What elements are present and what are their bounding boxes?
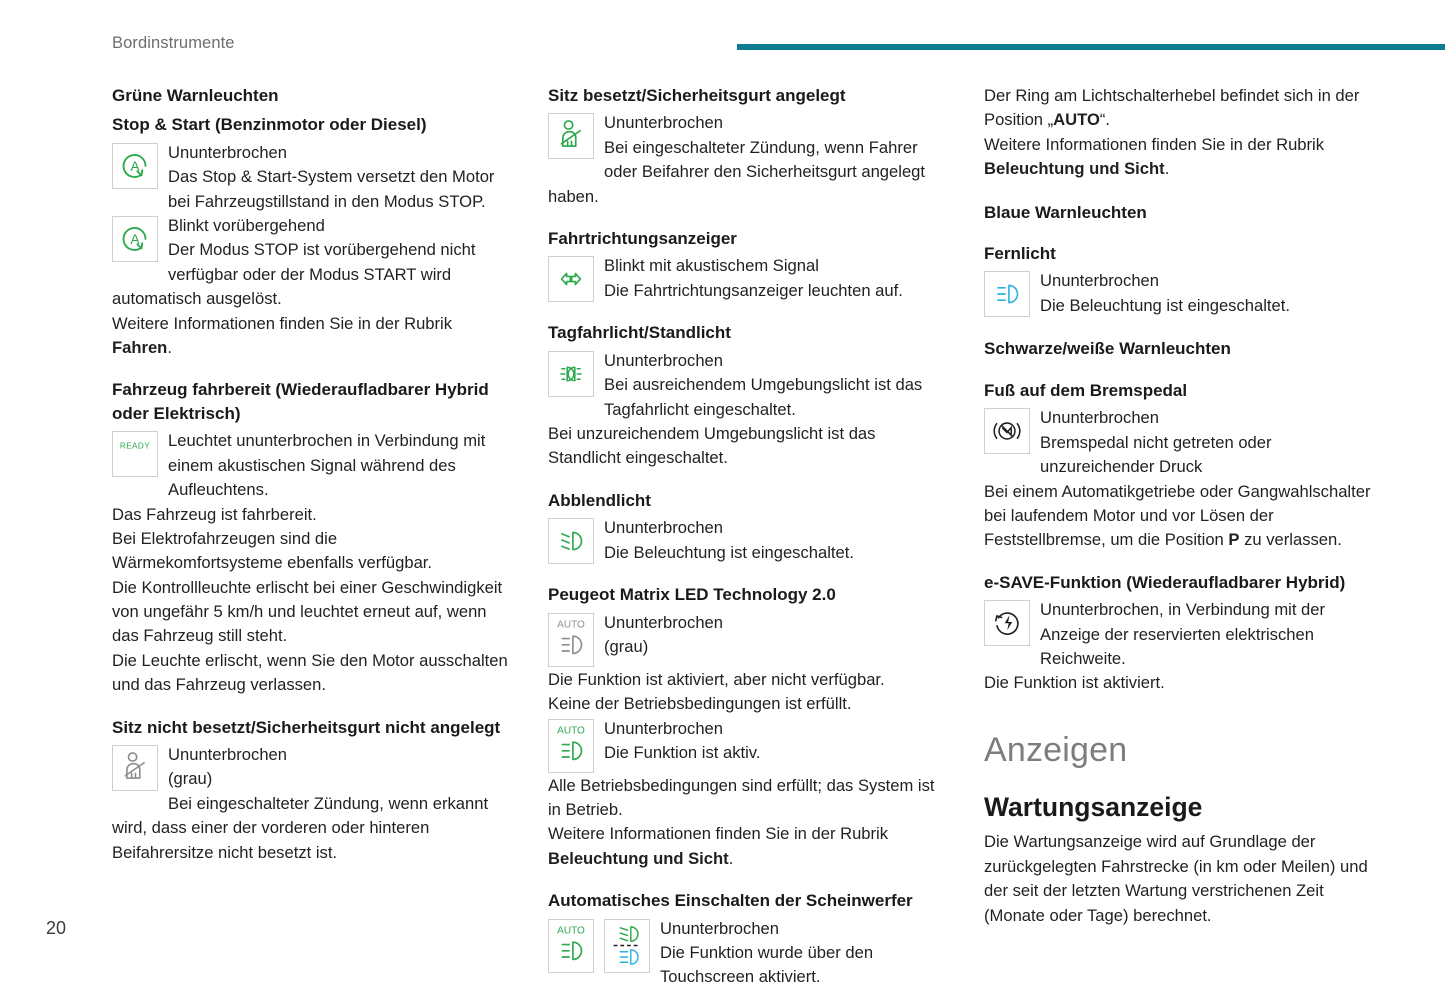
entry-line-1: Ununterbrochen <box>1040 408 1160 428</box>
paragraph-more-info-lighting <box>548 822 946 871</box>
entry-wrap-text: Reichweite. <box>1040 648 1126 668</box>
entry-line-1: Blinkt mit akustischem Signal <box>604 256 819 276</box>
entry-wrap-text: Aufleuchtens. <box>168 480 269 500</box>
column-2 <box>548 84 946 990</box>
section-heading-blue-warning-lights: Blaue Warnleuchten <box>984 202 1147 222</box>
auto-ring-lead: Der Ring am Lichtschalterhebel befindet sich in der Position „ <box>984 86 1360 130</box>
drl-green-icon <box>548 351 594 397</box>
paragraph-matrix-active: Alle Betriebsbedingungen sind erfüllt; das System ist in Betrieb. <box>548 775 935 819</box>
entry-line-1: Ununterbrochen <box>1040 271 1160 291</box>
entry-line-2: einem akustischen Signal während des <box>168 455 456 475</box>
entry-drl <box>548 349 946 422</box>
subheading-stop-start: Stop & Start (Benzinmotor oder Diesel) <box>112 115 427 135</box>
entry-line-2: Die Funktion wurde über den <box>660 942 874 962</box>
subheading-esave: e-SAVE-Funktion (Wiederaufladbarer Hybrid) <box>984 572 1346 592</box>
entry-line-1: Ununterbrochen, in Verbindung mit der <box>1040 600 1326 620</box>
brake-detail-pre: Bei einem Automatikgetriebe oder Gangwahlschalter bei laufendem Motor und vor Lösen der Feststellbremse, um die Position <box>984 481 1371 550</box>
entry-line-2: Der Modus STOP ist vorübergehend nicht <box>168 240 476 260</box>
more-info-lead: Weitere Informationen finden Sie in der Rubrik <box>984 134 1325 154</box>
more-info-bold: Beleuchtung und Sicht <box>984 159 1165 179</box>
entry-auto-headlights <box>548 917 946 990</box>
subheading-matrix-led: Peugeot Matrix LED Technology 2.0 <box>548 585 836 605</box>
lowbeam-highbeam-dual-icon <box>604 919 650 973</box>
more-info-tail: . <box>1164 159 1170 179</box>
more-info-lead: Weitere Informationen finden Sie in der Rubrik <box>548 824 889 844</box>
paragraph-drl-low-ambient: Bei unzureichendem Umgebungslicht ist das Standlicht eingeschaltet. <box>548 424 876 468</box>
subheading-seat-unoccupied: Sitz nicht besetzt/Sicherheitsgurt nicht angelegt <box>112 717 501 737</box>
header-rule <box>737 44 1445 50</box>
paragraph-wartungsanzeige: Die Wartungsanzeige wird auf Grundlage der zurückgelegten Fahrstrecke (in km oder Meilen) und der seit der letzten Wartung verstrichenen Zeit (Monate oder Tage) berechnet. <box>984 832 1368 925</box>
more-info-bold: Fahren <box>112 338 168 358</box>
entry-line-1: Ununterbrochen <box>168 745 288 765</box>
turn-signals-green-icon <box>548 256 594 302</box>
auto-lowbeam-gray-icon <box>548 613 594 667</box>
subheading-vehicle-ready: Fahrzeug fahrbereit (Wiederaufladbarer Hybrid oder Elektrisch) <box>112 380 489 423</box>
entry-line-1: Ununterbrochen <box>604 350 724 370</box>
heading-wartungsanzeige: Wartungsanzeige <box>984 791 1203 822</box>
svg-text:A: A <box>130 231 140 248</box>
entry-esave <box>984 598 1382 671</box>
ready-green-icon <box>112 431 158 477</box>
page-title-anzeigen: Anzeigen <box>984 730 1128 769</box>
entry-matrix-led-gray <box>548 611 946 668</box>
entry-wrap-text: Tagfahrlicht eingeschaltet. <box>604 399 796 419</box>
svg-text:AUTO: AUTO <box>557 619 585 631</box>
entry-stop-start-steady <box>112 141 510 214</box>
subheading-low-beam: Abblendlicht <box>548 490 651 510</box>
column-1 <box>112 84 510 990</box>
chapter-title: Bordinstrumente <box>112 34 235 52</box>
subheading-brake-pedal: Fuß auf dem Bremspedal <box>984 380 1188 400</box>
esave-black-icon <box>984 600 1030 646</box>
brake-detail-post: zu verlassen. <box>1239 530 1342 550</box>
subheading-turn-signals: Fahrtrichtungsanzeiger <box>548 229 737 249</box>
subheading-seat-occupied: Sitz besetzt/Sicherheitsgurt angelegt <box>548 86 846 105</box>
entry-matrix-led-green <box>548 717 946 774</box>
entry-high-beam <box>984 269 1382 318</box>
seatbelt-green-icon <box>548 113 594 159</box>
svg-text:READY: READY <box>119 441 151 451</box>
stop-start-a-green-icon <box>112 143 158 189</box>
entry-line-1: Ununterbrochen <box>604 113 724 133</box>
paragraph-ready-3: Die Kontrollleuchte erlischt bei einer Geschwindigkeit von ungefähr 5 km/h und leuchtet erneut auf, wenn das Fahrzeug still steht. <box>112 577 503 646</box>
entry-wrap-text: Touchscreen aktiviert. <box>660 967 821 987</box>
page-header <box>0 34 1445 64</box>
page-number: 20 <box>46 918 67 938</box>
page-gutter <box>0 0 26 963</box>
entry-line-2: Die Funktion ist aktiv. <box>604 742 761 762</box>
paragraph-ready-1: Das Fahrzeug ist fahrbereit. <box>112 504 317 524</box>
stop-start-a-green-icon <box>112 216 158 262</box>
auto-lowbeam-green-icon <box>548 719 594 773</box>
entry-seat-occupied <box>548 111 946 209</box>
paragraph-matrix-unavailable-2: Keine der Betriebsbedingungen ist erfüllt. <box>548 694 852 714</box>
paragraph-more-info-fahren <box>112 312 510 361</box>
entry-line-2: (grau) <box>604 637 649 657</box>
brake-detail-bold: P <box>1228 530 1240 550</box>
auto-ring-bold: AUTO <box>1053 110 1100 130</box>
paragraph-esave-active: Die Funktion ist aktiviert. <box>984 673 1165 693</box>
entry-line-2: (grau) <box>168 769 213 789</box>
lowbeam-green-icon <box>548 518 594 564</box>
entry-wrap-text: verfügbar oder der Modus START wird automatisch ausgelöst. <box>112 264 452 309</box>
more-info-tail: . <box>728 848 734 868</box>
more-info-tail: . <box>167 338 172 358</box>
entry-line-2: Bei ausreichendem Umgebungslicht ist das <box>604 375 923 395</box>
paragraph-matrix-unavailable-1: Die Funktion ist aktiviert, aber nicht verfügbar. <box>548 669 885 689</box>
column-3 <box>984 84 1382 990</box>
subheading-auto-headlights: Automatisches Einschalten der Scheinwerfer <box>548 891 913 911</box>
svg-text:A: A <box>130 158 140 175</box>
auto-ring-tail: “. <box>1099 110 1111 130</box>
highbeam-blue-icon <box>984 271 1030 317</box>
svg-text:AUTO: AUTO <box>557 925 585 937</box>
subheading-drl: Tagfahrlicht/Standlicht <box>548 323 731 343</box>
entry-line-2: Bremspedal nicht getreten oder <box>1040 432 1272 452</box>
content-columns <box>112 84 1382 990</box>
entry-line-1: Blinkt vorübergehend <box>168 216 325 236</box>
entry-line-2: Bei eingeschalteter Zündung, wenn Fahrer <box>604 137 918 157</box>
more-info-bold: Beleuchtung und Sicht <box>548 848 729 868</box>
entry-wrap-text: unzureichender Druck <box>1040 457 1203 477</box>
auto-lowbeam-green-icon <box>548 919 594 973</box>
more-info-lead: Weitere Informationen finden Sie in der Rubrik <box>112 313 453 333</box>
entry-line-2: Die Fahrtrichtungsanzeiger leuchten auf. <box>604 280 903 300</box>
entry-turn-signals <box>548 254 946 303</box>
entry-vehicle-ready <box>112 429 510 502</box>
entry-line-2: Anzeige der reservierten elektrischen <box>1040 624 1314 644</box>
entry-line-1: Ununterbrochen <box>604 518 724 538</box>
entry-wrap-text: oder Beifahrer den Sicherheitsgurt angelegt haben. <box>548 162 926 206</box>
svg-text:AUTO: AUTO <box>557 725 585 737</box>
seatbelt-gray-icon <box>112 745 158 791</box>
section-heading-black-white-warning-lights: Schwarze/weiße Warnleuchten <box>984 339 1231 359</box>
paragraph-ready-4: Die Leuchte erlischt, wenn Sie den Motor ausschalten und das Fahrzeug verlassen. <box>112 650 508 695</box>
entry-brake-pedal <box>984 406 1382 479</box>
paragraph-brake-pedal-detail <box>984 480 1382 553</box>
entry-low-beam <box>548 516 946 565</box>
entry-stop-start-blinking <box>112 214 510 312</box>
paragraph-more-info-lighting <box>984 133 1382 182</box>
entry-wrap-text: bei Fahrzeugstillstand in den Modus STOP. <box>168 191 486 211</box>
entry-line-1: Ununterbrochen <box>660 918 780 938</box>
entry-seat-unoccupied <box>112 743 510 865</box>
paragraph-light-switch-auto <box>984 84 1382 133</box>
entry-line-1: Ununterbrochen <box>604 718 724 738</box>
entry-line-1: Ununterbrochen <box>604 612 724 632</box>
subheading-high-beam: Fernlicht <box>984 244 1056 264</box>
entry-line-2: Die Beleuchtung ist eingeschaltet. <box>1040 295 1290 315</box>
entry-line-2: Das Stop & Start-System versetzt den Motor <box>168 167 495 187</box>
brake-pedal-black-icon <box>984 408 1030 454</box>
entry-line-1: Ununterbrochen <box>168 142 288 162</box>
entry-wrap-text: Bei eingeschalteter Zündung, wenn erkannt wird, dass einer der vorderen oder hinteren Beifahrersitze nicht besetzt ist. <box>112 793 489 862</box>
entry-line-1: Leuchtet ununterbrochen in Verbindung mit <box>168 431 486 451</box>
section-heading-green-warning-lights: Grüne Warnleuchten <box>112 86 279 105</box>
paragraph-ready-2: Bei Elektrofahrzeugen sind die Wärmekomfortsysteme ebenfalls verfügbar. <box>112 528 433 573</box>
entry-line-2: Die Beleuchtung ist eingeschaltet. <box>604 542 854 562</box>
